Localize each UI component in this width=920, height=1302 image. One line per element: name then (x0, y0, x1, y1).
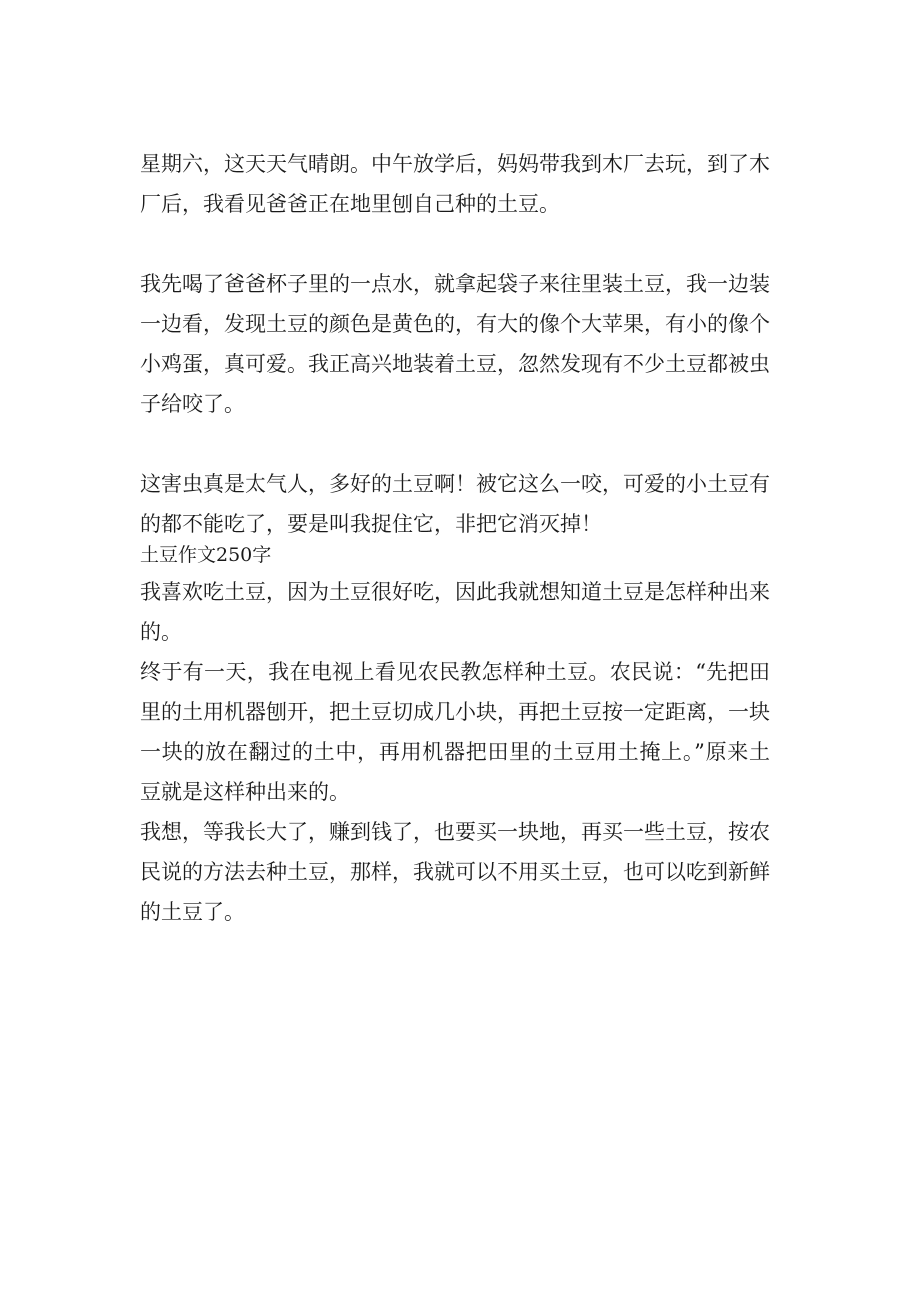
essay-paragraph-3: 我想，等我长大了，赚到钱了，也要买一块地，再买一些土豆，按农民说的方法去种土豆，那样，我就可以不用买土豆，也可以吃到新鲜的土豆了。 (140, 820, 770, 924)
essay-title: 土豆作文250字 (140, 544, 272, 566)
paragraph-1: 星期六，这天天气晴朗。中午放学后，妈妈带我到木厂去玩，到了木厂后，我看见爸爸正在地里刨自己种的土豆。 (140, 152, 770, 216)
paragraph-2: 我先喝了爸爸杯子里的一点水，就拿起袋子来往里装土豆，我一边装一边看，发现土豆的颜色是黄色的，有大的像个大苹果，有小的像个小鸡蛋，真可爱。我正高兴地装着土豆，忽然发现有不少土豆都被虫子给咬了。 (140, 272, 770, 416)
essay-paragraph-2: 终于有一天，我在电视上看见农民教怎样种土豆。农民说：“先把田里的土用机器刨开，把土豆切成几小块，再把土豆按一定距离，一块一块的放在翻过的土中，再用机器把田里的土豆用土掩上。”原来土豆就是这样种出来的。 (140, 660, 770, 804)
essay-paragraph-1: 我喜欢吃土豆，因为土豆很好吃，因此我就想知道土豆是怎样种出来的。 (140, 580, 770, 644)
document-body (140, 144, 770, 932)
paragraph-3: 这害虫真是太气人，多好的土豆啊！被它这么一咬，可爱的小土豆有的都不能吃了，要是叫我捉住它，非把它消灭掉！ (140, 472, 770, 536)
